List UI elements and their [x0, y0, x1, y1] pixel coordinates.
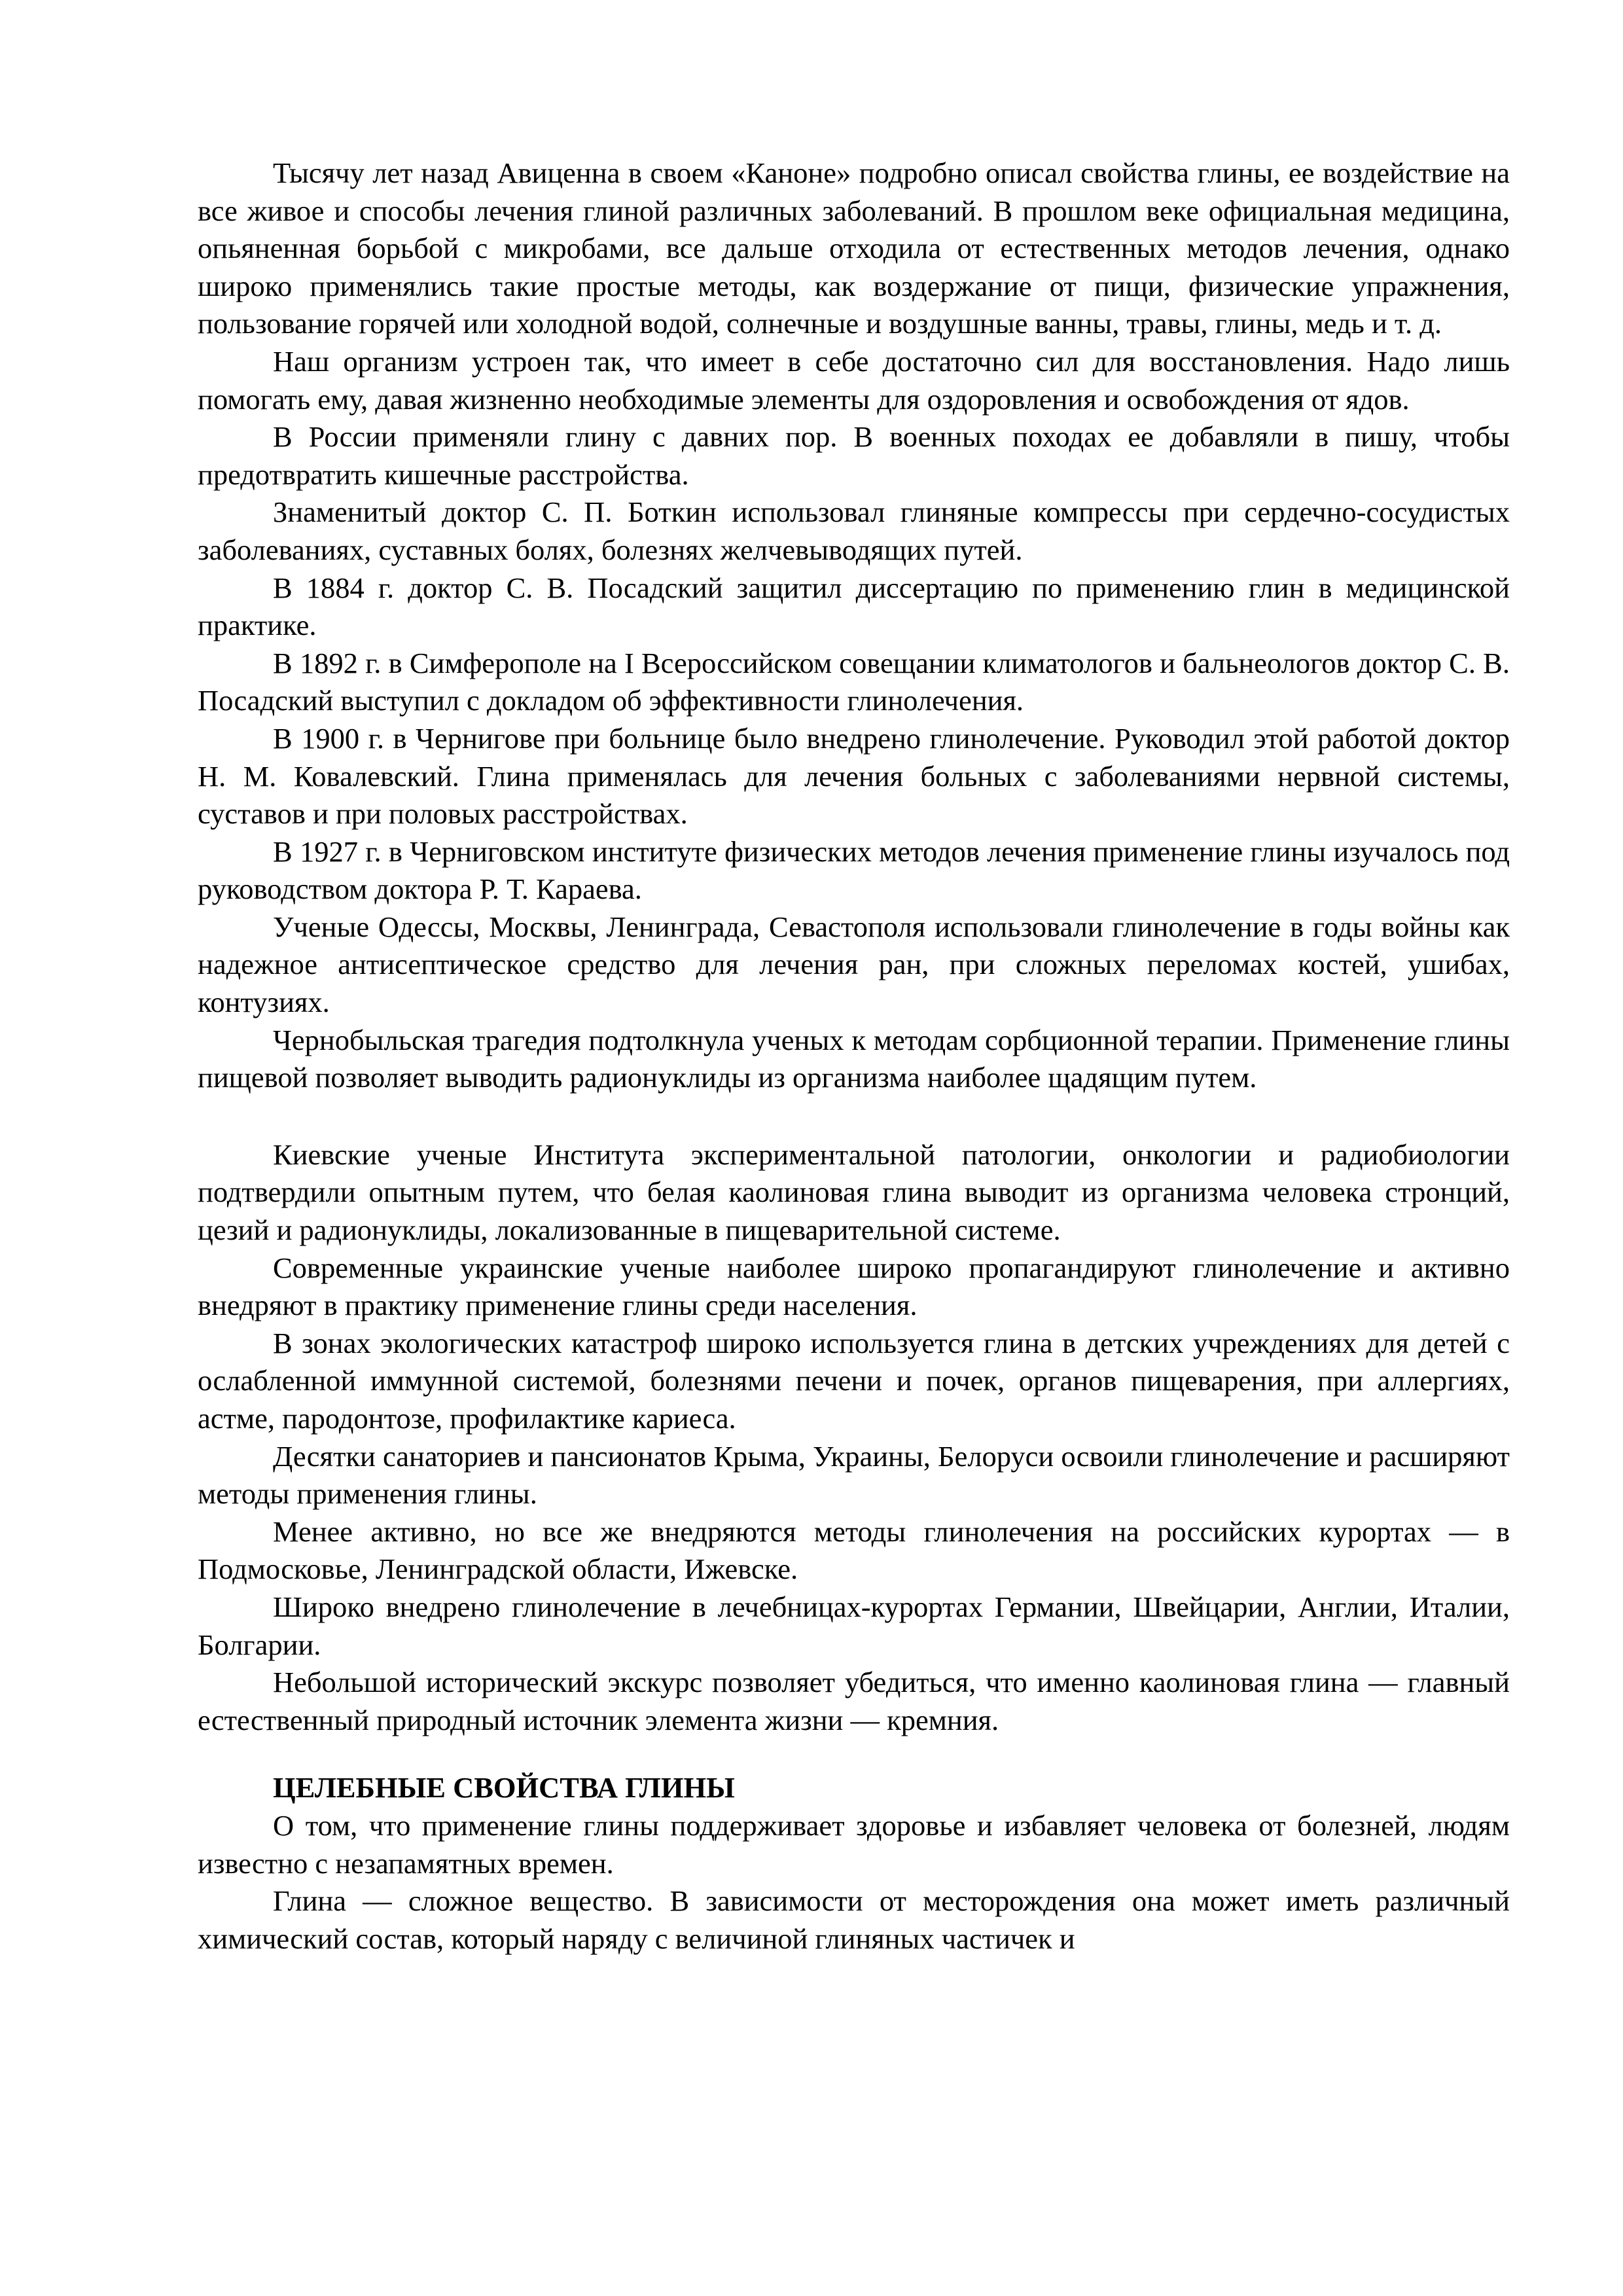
paragraph-botkin: Знаменитый доктор С. П. Боткин использовал глиняные компрессы при сердечно-сосудистых заболеваниях, суставных болях, болезнях желчевыводящих путей.: [198, 495, 1510, 566]
paragraph-russia: В России применяли глину с давних пор. В военных походах ее добавляли в пишу, чтобы предотвратить кишечные расстройства.: [198, 420, 1510, 491]
paragraph-1927: В 1927 г. в Черниговском институте физических методов лечения применение глины изучалось под руководством доктора Р. Т. Караева.: [198, 834, 1510, 906]
section-heading: ЦЕЛЕБНЫЕ СВОЙСТВА ГЛИНЫ: [273, 1771, 735, 1804]
paragraph-sanatoriums: Десятки санаториев и пансионатов Крыма, Украины, Белоруси освоили глинолечение и расширяют методы применения глины.: [198, 1439, 1510, 1511]
paragraph-excursion: Небольшой исторический экскурс позволяет убедиться, что именно каолиновая глина — главный естественный природный источник элемента жизни — кремния.: [198, 1666, 1510, 1736]
heading-spacer: [198, 1739, 1510, 1769]
paragraph-ukraine: Современные украинские ученые наиболее широко пропагандируют глинолечение и активно внедряют в практику применение глины среди населения.: [198, 1251, 1510, 1322]
paragraph-composition: Глина — сложное вещество. В зависимости от месторождения она может иметь различный химический состав, который наряду с величиной глиняных частичек и: [198, 1884, 1510, 1955]
paragraph-chernobyl: Чернобыльская трагедия подтолкнула ученых к методам сорбционной терапии. Применение глины пищевой позволяет выводить радионуклиды из организма наиболее щадящим путем.: [198, 1023, 1510, 1094]
paragraph-1884: В 1884 г. доктор С. В. Посадский защитил диссертацию по применению глин в медицинской практике.: [198, 571, 1510, 642]
paragraph-europe: Широко внедрено глинолечение в лечебницах-курортах Германии, Швейцарии, Англии, Италии, Болгарии.: [198, 1590, 1510, 1661]
paragraph-war: Ученые Одессы, Москвы, Ленинграда, Севастополя использовали глинолечение в годы войны как надежное антисептическое средство для лечения ран, при сложных переломах костей, ушибах, контузиях.: [198, 910, 1510, 1019]
section-spacer: [198, 1097, 1510, 1136]
document-page: [198, 154, 1510, 1958]
paragraph-organism: Наш организм устроен так, что имеет в себе достаточно сил для восстановления. Надо лишь помогать ему, давая жизненно необходимые элементы для оздоровления и освобождения от ядов.: [198, 344, 1510, 416]
paragraph-1892: В 1892 г. в Симферополе на I Всероссийском совещании климатологов и бальнеологов доктор С. В. Посадский выступил с докладом об эффективности глинолечения.: [198, 646, 1510, 717]
paragraph-1900: В 1900 г. в Чернигове при больнице было внедрено глинолечение. Руководил этой работой доктор Н. М. Ковалевский. Глина применялась для лечения больных с заболеваниями нервной системы, суставов и при половых расстройствах.: [198, 721, 1510, 831]
paragraph-avicenna: Тысячу лет назад Авиценна в своем «Каноне» подробно описал свойства глины, ее воздействие на все живое и способы лечения глиной различных заболеваний. В прошлом веке официальная медицина, опьяненная борьбой с микробами, все дальше отходила от естественных методов лечения, однако широко применялись такие простые методы, как воздержание от пищи, физические упражнения, пользование горячей или холодной водой, солнечные и воздушные ванны, травы, глины, медь и т. д.: [198, 156, 1510, 340]
paragraph-russian-resorts: Менее активно, но все же внедряются методы глинолечения на российских курортах — в Подмосковье, Ленинградской области, Ижевске.: [198, 1515, 1510, 1586]
paragraph-health: О том, что применение глины поддерживает здоровье и избавляет человека от болезней, людям известно с незапамятных времен.: [198, 1808, 1510, 1880]
paragraph-ecology: В зонах экологических катастроф широко используется глина в детских учреждениях для детей с ослабленной иммунной системой, болезнями печени и почек, органов пищеварения, при аллергиях, астме, пародонтозе, профилактике кариеса.: [198, 1326, 1510, 1435]
paragraph-kiev: Киевские ученые Института экспериментальной патологии, онкологии и радиобиологии подтвердили опытным путем, что белая каолиновая глина выводит из организма человека стронций, цезий и радионуклиды, локализованные в пищеварительной системе.: [198, 1138, 1510, 1247]
